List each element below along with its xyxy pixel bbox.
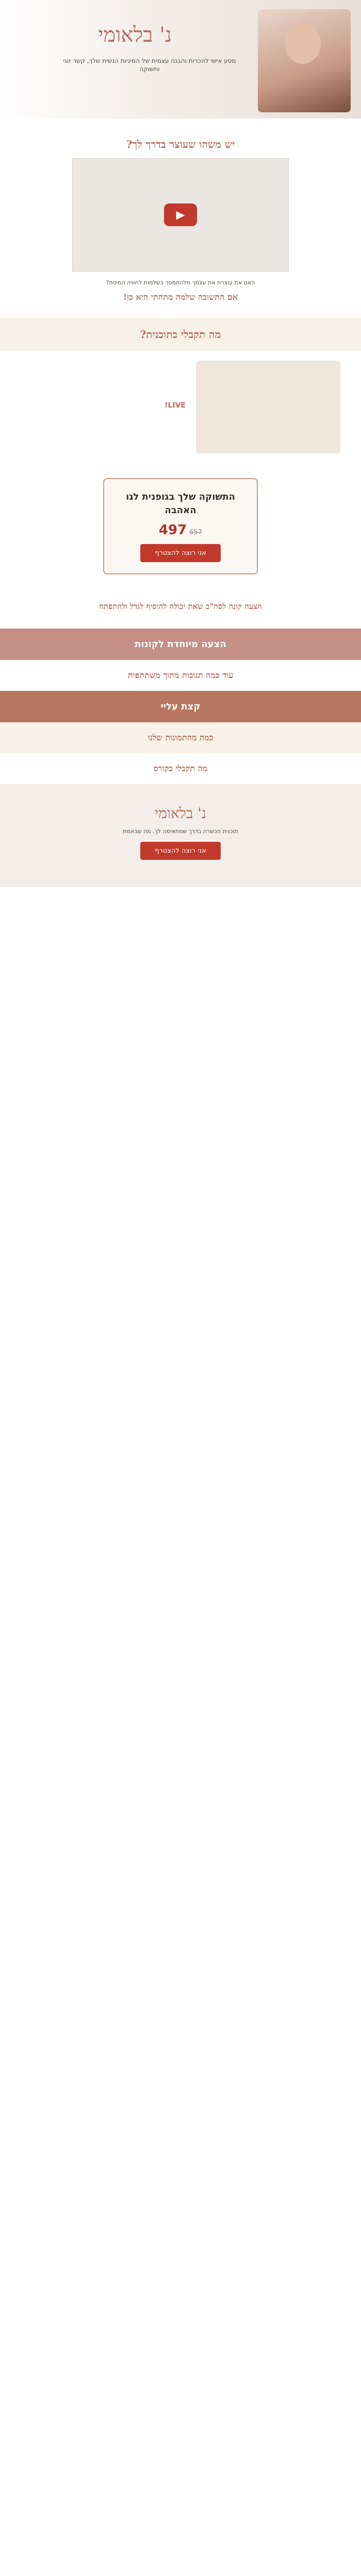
footer-cta-text: תוכנית הכשרה בדרך שמתאימה לך, מה שבאמת (123, 828, 238, 835)
hero-section (0, 118, 361, 318)
price-card (103, 478, 258, 574)
play-icon[interactable]: ▶ (164, 204, 197, 226)
testimonials-title: עוד כמה תגובות מתוך משתתפות (127, 670, 234, 680)
final-title: מה תקבלי בקורס (153, 764, 208, 773)
hero-sub: אם התשובה שלמה מתחתי היא כן! (123, 292, 238, 302)
gallery-section (0, 722, 361, 753)
new-price: 497 (158, 522, 187, 538)
feature-1 (0, 351, 361, 463)
brand-logo: נ' בלאומי (98, 23, 172, 47)
rhythm-title: הצעה קונה לסה"כ שאת יכולה להוסיף לגדל ולהתפתח (99, 602, 262, 611)
feature-image-1 (196, 361, 340, 453)
what-you-get-title: מה תקבלי בתוכנית? (140, 328, 221, 341)
hero-title: יש משהו שעוצר בדרך לך? (126, 138, 235, 150)
header-portrait (258, 9, 351, 112)
hero-question: האם את עוצרת את עצמך מלהתמסר בשלמות לחוויה המינית? (106, 279, 255, 286)
site-footer (0, 784, 361, 887)
testimonials-section (0, 660, 361, 691)
site-header (0, 0, 361, 118)
final-section (0, 753, 361, 784)
price-section (0, 463, 361, 590)
rhythm-block (0, 590, 361, 629)
landing-page (0, 0, 361, 887)
join-button[interactable]: אני רוצה להצטרף (140, 544, 221, 562)
bonuses-section (0, 629, 361, 660)
feature-live-label: LIVE! (165, 401, 186, 410)
price-title: התשוקה שלך בגופנית לגו האהבה (126, 492, 235, 516)
bonuses-title: הצעה מיוחדת לקונות (135, 639, 226, 650)
gallery-title: כמה מהתמונות שלנו (147, 733, 214, 742)
footer-join-button[interactable]: אני רוצה להצטרף (140, 842, 221, 860)
old-price: 657 (189, 529, 203, 536)
what-you-get (0, 318, 361, 351)
footer-brand: נ' בלאומי (154, 805, 207, 822)
intro-video[interactable] (72, 158, 289, 272)
about-section (0, 691, 361, 722)
header-tagline: מסע אישי להכרות והבנה עצמית של המיניות הנשית שלך, קשר זוגי ותשוקה (63, 57, 236, 73)
about-title: קצת עליי (160, 701, 201, 712)
